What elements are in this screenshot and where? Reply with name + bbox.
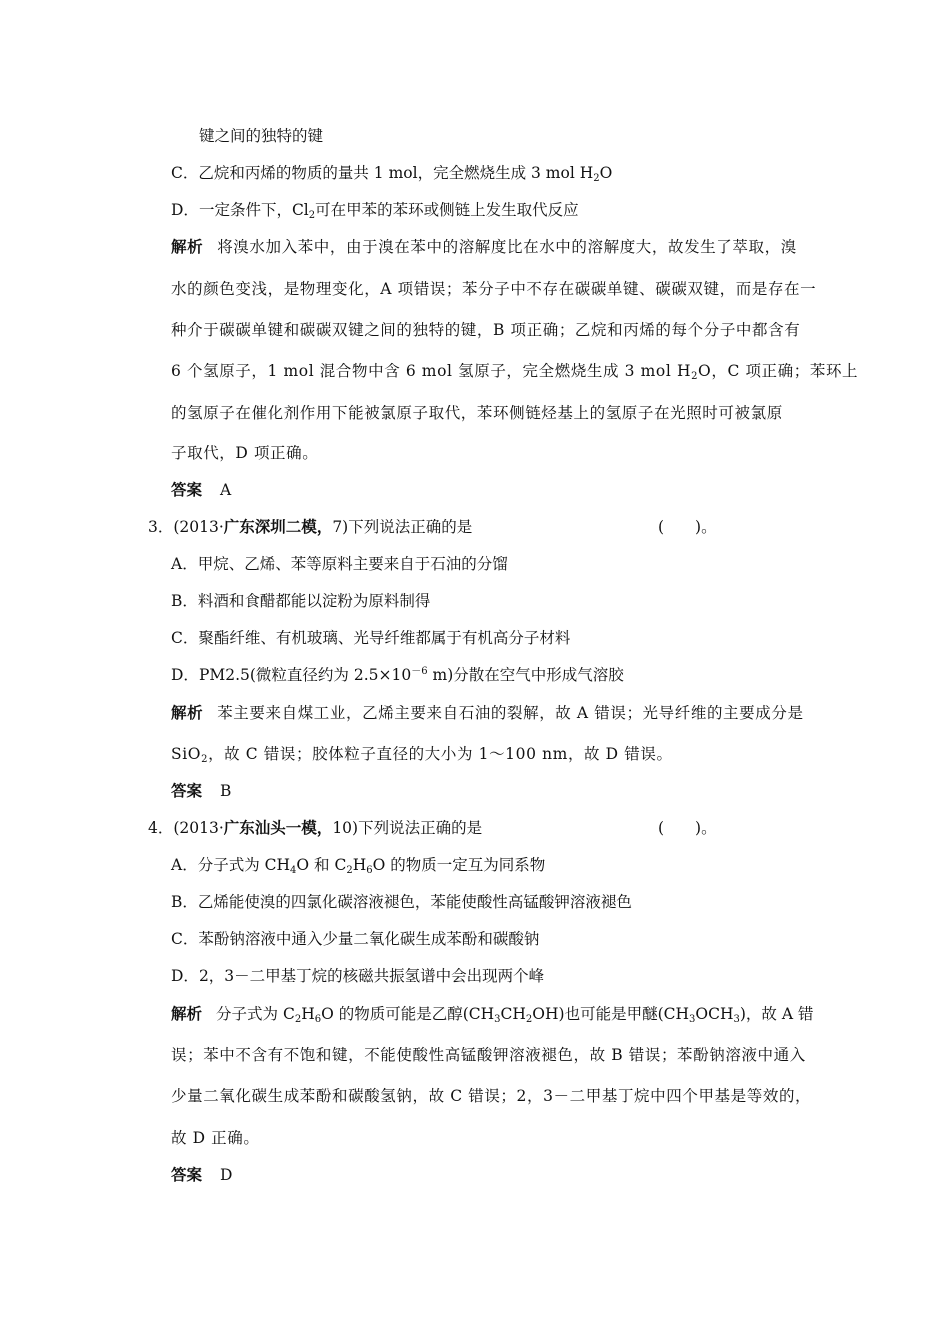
question-source: (2013·: [173, 518, 224, 536]
question-source-bold: 广东深圳二模，: [223, 517, 333, 536]
answer-label: 答案: [171, 480, 203, 499]
question-text: 7)下列说法正确的是: [332, 518, 473, 536]
option-label: C．: [171, 629, 199, 647]
option-label: D．: [171, 666, 199, 684]
answer-value: A: [220, 481, 232, 499]
q2-answer: [171, 480, 231, 500]
analysis-text: SiO: [171, 745, 202, 763]
analysis-text: )，故 A 错: [739, 1005, 814, 1023]
q4-answer: [171, 1165, 232, 1185]
option-text: 分子式为 CH: [197, 856, 291, 874]
q4-option-a: [171, 855, 545, 875]
question-source-bold: 广东汕头一模，: [223, 818, 333, 837]
q4-analysis-line-2: 误；苯中不含有不饱和键，不能使酸性高锰酸钾溶液褪色，故 B 错误；苯酚钠溶液中通入: [171, 1046, 806, 1064]
option-label: D．: [171, 201, 199, 219]
subscript: 2: [294, 1014, 302, 1025]
subscript: 2: [308, 210, 316, 221]
analysis-text: 苯主要来自煤工业，乙烯主要来自石油的裂解，故 A 错误；光导纤维的主要成分是: [217, 704, 804, 722]
q3-answer-blank: ( )。: [658, 518, 717, 536]
q3-option-b: [171, 591, 430, 611]
q4-option-c: [171, 929, 539, 949]
analysis-text: CH: [500, 1005, 526, 1023]
option-text: O: [599, 164, 613, 182]
analysis-text: 分子式为 C: [216, 1005, 295, 1023]
q4-option-b: [171, 892, 632, 912]
question-number: 3．: [148, 518, 174, 536]
option-label: B．: [171, 592, 198, 610]
question-source: (2013·: [173, 819, 224, 837]
q2-analysis-line-2: 水的颜色变浅，是物理变化，A 项错误；苯分子中不存在碳碳单键、碳碳双键，而是存在一: [171, 280, 817, 298]
q2-option-d: [171, 200, 579, 220]
option-text: 一定条件下，Cl: [198, 201, 309, 219]
analysis-label: 解析: [171, 1004, 203, 1023]
analysis-text: OCH: [695, 1005, 734, 1023]
option-text: O 和 C: [296, 856, 347, 874]
subscript: 3: [689, 1014, 696, 1025]
q3-option-c: [171, 628, 570, 648]
subscript: 2: [346, 865, 353, 876]
analysis-text: 将溴水加入苯中，由于溴在苯中的溶解度比在水中的溶解度大，故发生了萃取，溴: [217, 238, 797, 256]
option-text: H: [352, 856, 367, 874]
answer-value: D: [220, 1166, 233, 1184]
subscript: 2: [691, 371, 699, 382]
q3-answer: [171, 781, 231, 801]
option-label: C．: [171, 930, 199, 948]
option-text: 可在甲苯的苯环或侧链上发生取代反应: [315, 201, 579, 219]
q4-option-d: [171, 966, 544, 986]
q3-stem: [148, 517, 472, 537]
question-text: 10)下列说法正确的是: [332, 819, 483, 837]
option-text: 2，3－二甲基丁烷的核磁共振氢谱中会出现两个峰: [198, 967, 545, 985]
q3-analysis-line-1: [171, 703, 804, 723]
option-label: C．: [171, 164, 199, 182]
option-label: A．: [171, 856, 198, 874]
subscript: 2: [525, 1014, 533, 1025]
analysis-label: 解析: [171, 703, 204, 722]
q2-analysis-line-5: 的氢原子在催化剂作用下能被氯原子取代，苯环侧链烃基上的氢原子在光照时可被氯原: [171, 404, 783, 422]
analysis-text: 6 个氢原子，1 mol 混合物中含 6 mol 氢原子，完全燃烧生成 3 mol H: [171, 362, 692, 380]
analysis-text: H: [301, 1005, 315, 1023]
answer-value: B: [220, 782, 232, 800]
subscript: 3: [733, 1014, 740, 1025]
option-label: A．: [171, 555, 198, 573]
option-text: PM2.5(微粒直径约为 2.5×10: [198, 666, 412, 684]
analysis-label: 解析: [171, 237, 204, 256]
option-text: 乙烷和丙烯的物质的量共 1 mol，完全燃烧生成 3 mol H: [198, 164, 594, 182]
answer-label: 答案: [171, 1165, 203, 1184]
option-text: m)分散在空气中形成气溶胶: [427, 666, 624, 684]
option-text: 聚酯纤维、有机玻璃、光导纤维都属于有机高分子材料: [198, 629, 571, 647]
question-number: 4．: [148, 819, 174, 837]
subscript: 4: [290, 865, 297, 876]
option-label: B．: [171, 893, 198, 911]
q2-analysis-line-6: 子取代，D 项正确。: [171, 444, 319, 462]
analysis-text: OH)也可能是甲醚(CH: [532, 1005, 689, 1023]
option-text: 甲烷、乙烯、苯等原料主要来自于石油的分馏: [197, 555, 508, 573]
q2-analysis-line-3: 种介于碳碳单键和碳碳双键之间的独特的键，B 项正确；乙烷和丙烯的每个分子中都含有: [171, 321, 801, 339]
analysis-text: O，C 项正确；苯环上: [698, 362, 859, 380]
q4-analysis-line-3: 少量二氧化碳生成苯酚和碳酸氢钠，故 C 错误；2，3－二甲基丁烷中四个甲基是等效的，: [171, 1087, 812, 1105]
answer-label: 答案: [171, 781, 203, 800]
q2-analysis-line-1: [171, 237, 797, 257]
option-text: 料酒和食醋都能以淀粉为原料制得: [197, 592, 431, 610]
q3-option-d: [171, 665, 624, 685]
analysis-text: O 的物质可能是乙醇(CH: [321, 1005, 495, 1023]
q2-analysis-line-4: [171, 361, 858, 381]
q3-analysis-line-2: [171, 744, 673, 764]
subscript: 2: [593, 173, 600, 184]
q3-option-a: [171, 554, 508, 574]
q4-answer-blank: ( )。: [658, 819, 717, 837]
analysis-text: ，故 C 错误；胶体粒子直径的大小为 1～100 nm，故 D 错误。: [208, 745, 673, 763]
option-text: O 的物质一定互为同系物: [372, 856, 546, 874]
q2-option-b-continuation: 键之间的独特的键: [199, 127, 324, 145]
superscript: －6: [411, 666, 428, 677]
subscript: 3: [494, 1014, 501, 1025]
option-label: D．: [171, 967, 199, 985]
subscript: 6: [314, 1014, 322, 1025]
q2-option-c: [171, 163, 612, 183]
subscript: 2: [201, 754, 209, 765]
subscript: 6: [366, 865, 373, 876]
option-text: 乙烯能使溴的四氯化碳溶液褪色，苯能使酸性高锰酸钾溶液褪色: [197, 893, 632, 911]
q4-analysis-line-1: [171, 1004, 813, 1024]
q4-stem: [148, 818, 482, 838]
q4-analysis-line-4: 故 D 正确。: [171, 1129, 260, 1147]
option-text: 苯酚钠溶液中通入少量二氧化碳生成苯酚和碳酸钠: [198, 930, 540, 948]
